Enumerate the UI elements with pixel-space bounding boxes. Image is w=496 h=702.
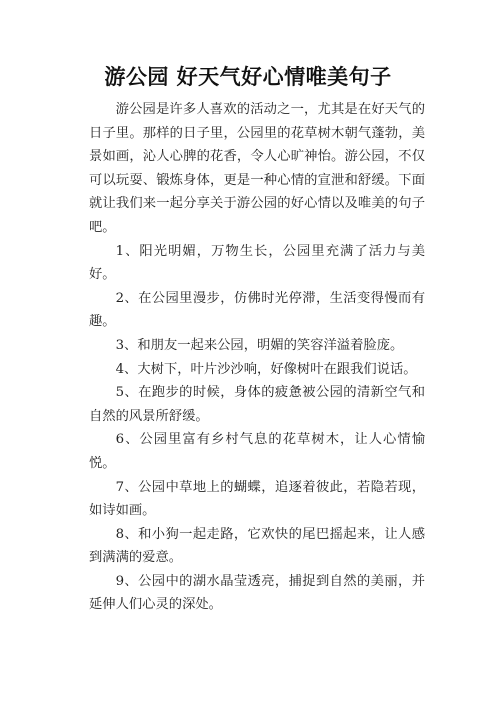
sentence-item-3: 3、和朋友一起来公园，明媚的笑容洋溢着脸庞。 <box>115 337 404 353</box>
document-title: 游公园 好天气好心情唯美句子 <box>104 65 392 89</box>
sentence-item-2: 2、在公园里漫步，仿佛时光停滞，生活变得慢而有趣。 <box>89 290 425 330</box>
sentence-item-8: 8、和小狗一起走路，它欢快的尾巴摇起来，让人感到满满的爱意。 <box>89 526 425 566</box>
sentence-item-6: 6、公园里富有乡村气息的花草树木，让人心情愉悦。 <box>89 432 425 471</box>
sentence-item-9: 9、公园中的湖水晶莹透亮，捕捉到自然的美丽，并延伸人们心灵的深处。 <box>89 573 425 613</box>
sentence-item-4: 4、大树下，叶片沙沙响，好像树叶在跟我们说话。 <box>115 361 417 377</box>
sentence-item-7: 7、公园中草地上的蝴蝶，追逐着彼此，若隐若现，如诗如画。 <box>89 479 425 519</box>
sentence-item-1: 1、阳光明媚，万物生长，公园里充满了活力与美好。 <box>89 243 425 283</box>
intro-paragraph: 游公园是许多人喜欢的活动之一，尤其是在好天气的日子里。那样的日子里，公园里的花草树木朝气蓬勃，美景如画，沁人心脾的花香，令人心旷神怡。游公园，不仅可以玩耍、锻炼身体，更是一种心情的宣泄和舒缓。下面就让我们来一起分享关于游公园的好心情以及唯美的句子吧。 <box>89 102 425 235</box>
sentence-item-5: 5、在跑步的时候，身体的疲惫被公园的清新空气和自然的风景所舒缓。 <box>89 385 425 424</box>
document-body <box>89 98 425 617</box>
